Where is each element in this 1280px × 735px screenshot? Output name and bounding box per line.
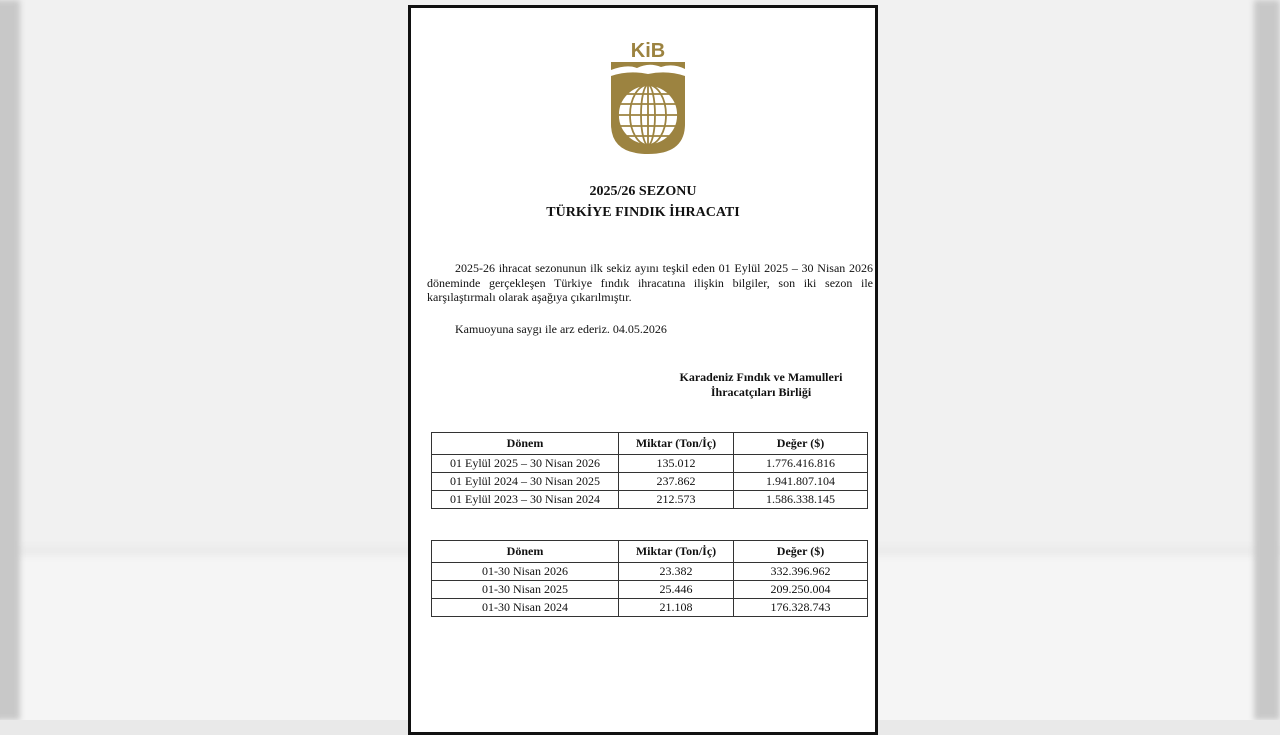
intro-paragraph: 2025-26 ihracat sezonunun ilk sekiz ayını teşkil eden 01 Eylül 2025 – 30 Nisan 2026 döneminde gerçekleşen Türkiye fındık ihracatına ilişkin bilgiler, son iki sezon ile karşılaştırmalı olarak aşağıya çıkarılmıştır. <box>427 261 873 304</box>
column-header: Miktar (Ton/İç) <box>619 541 734 563</box>
table-cell: 01-30 Nisan 2026 <box>432 563 619 581</box>
kib-logo <box>607 40 689 156</box>
table-cell: 135.012 <box>619 455 734 473</box>
table-cell: 1.776.416.816 <box>734 455 868 473</box>
blurred-edge <box>0 0 20 720</box>
table-cell: 209.250.004 <box>734 581 868 599</box>
season-export-table <box>431 432 868 509</box>
closing-line: Kamuoyuna saygı ile arz ederiz. 04.05.2026 <box>455 322 667 336</box>
table-row <box>432 563 868 581</box>
org-name-line1: Karadeniz Fındık ve Mamulleri <box>679 370 843 384</box>
signature-block <box>666 370 856 400</box>
table-header-row <box>432 433 868 455</box>
column-header: Değer ($) <box>734 433 868 455</box>
column-header: Dönem <box>432 541 619 563</box>
document-title: 2025/26 SEZONU <box>589 184 697 199</box>
table-row <box>432 473 868 491</box>
table-header-row <box>432 541 868 563</box>
document-page <box>408 5 878 735</box>
table-cell: 212.573 <box>619 491 734 509</box>
document-subtitle: TÜRKİYE FINDIK İHRACATI <box>546 205 740 220</box>
table-row <box>432 581 868 599</box>
table-cell: 1.941.807.104 <box>734 473 868 491</box>
table-cell: 1.586.338.145 <box>734 491 868 509</box>
table-cell: 237.862 <box>619 473 734 491</box>
table-cell: 21.108 <box>619 599 734 617</box>
table-cell: 25.446 <box>619 581 734 599</box>
column-header: Miktar (Ton/İç) <box>619 433 734 455</box>
table-cell: 01-30 Nisan 2024 <box>432 599 619 617</box>
table-cell: 176.328.743 <box>734 599 868 617</box>
table-cell: 23.382 <box>619 563 734 581</box>
logo-text: KiB <box>630 40 666 62</box>
column-header: Dönem <box>432 433 619 455</box>
table-cell: 01 Eylül 2024 – 30 Nisan 2025 <box>432 473 619 491</box>
blurred-edge <box>1254 0 1280 720</box>
table-row <box>432 599 868 617</box>
table-row <box>432 491 868 509</box>
table-cell: 01 Eylül 2023 – 30 Nisan 2024 <box>432 491 619 509</box>
table-cell: 332.396.962 <box>734 563 868 581</box>
table-row <box>432 455 868 473</box>
april-export-table <box>431 540 868 617</box>
table-cell: 01 Eylül 2025 – 30 Nisan 2026 <box>432 455 619 473</box>
org-name-line2: İhracatçıları Birliği <box>710 385 812 399</box>
table-cell: 01-30 Nisan 2025 <box>432 581 619 599</box>
column-header: Değer ($) <box>734 541 868 563</box>
